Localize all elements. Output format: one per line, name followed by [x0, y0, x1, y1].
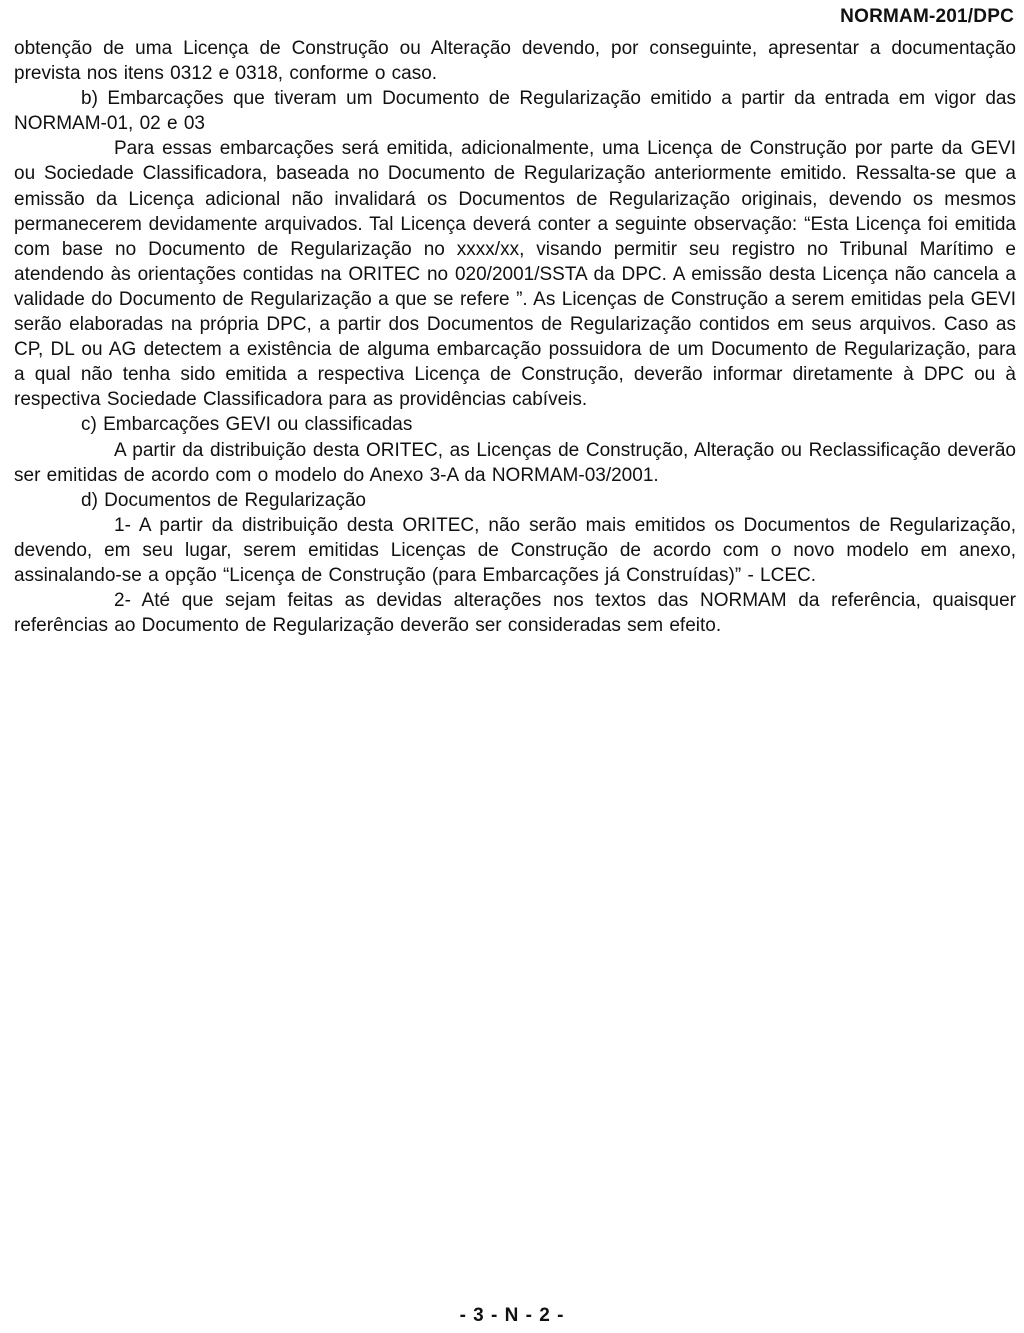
item-d1-paragraph: 1- A partir da distribuição desta ORITEC, não serão mais emitidos os Documentos de Regularização, devendo, em seu lugar, serem emitidas Licenças de Construção de acordo com o novo modelo em anexo, assinalando-se a opção “Licença de Construção (para Embarcações já Construídas)” - LCEC. — [14, 514, 1016, 586]
body-text — [14, 36, 1016, 638]
paragraph-continuation: obtenção de uma Licença de Construção ou Alteração devendo, por conseguinte, apresentar a documentação prevista nos itens 0312 e 0318, conforme o caso. — [14, 38, 1016, 85]
document-code-header: NORMAM-201/DPC — [840, 6, 1014, 27]
item-d-heading: d) Documentos de Regularização — [81, 489, 366, 511]
item-b-paragraph: Para essas embarcações será emitida, adicionalmente, uma Licença de Construção por parte da GEVI ou Sociedade Classificadora, baseada no Documento de Regularização anteriormente emitido. Ressalta-se que a emissão da Licença adicional não invalidará os Documentos de Regularização originais, devendo os mesmos permanecerem devidamente arquivados. Tal Licença deverá conter a seguinte observação: “Esta Licença foi emitida com base no Documento de Regularização no xxxx/xx, visando permitir seu registro no Tribunal Marítimo e atendendo às orientações contidas na ORITEC no 020/2001/SSTA da DPC. A emissão desta Licença não cancela a validade do Documento de Regularização a que se refere ”. As Licenças de Construção a serem emitidas pela GEVI serão elaboradas na própria DPC, a partir dos Documentos de Regularização contidos em seus arquivos. Caso as CP, DL ou AG detectem a existência de alguma embarcação possuidora de um Documento de Regularização, para a qual não tenha sido emitida a respectiva Licença de Construção, deverão informar diretamente à DPC ou à respectiva Sociedade Classificadora para as providências cabíveis. — [14, 138, 1016, 411]
item-c-heading: c) Embarcações GEVI ou classificadas — [81, 414, 413, 436]
item-c-paragraph: A partir da distribuição desta ORITEC, as Licenças de Construção, Alteração ou Reclassificação deverão ser emitidas de acordo com o modelo do Anexo 3-A da NORMAM-03/2001. — [14, 439, 1016, 486]
item-b-heading: b) Embarcações que tiveram um Documento de Regularização emitido a partir da entrada em vigor das NORMAM-01, 02 e 03 — [14, 88, 1016, 135]
item-d2-paragraph: 2- Até que sejam feitas as devidas alterações nos textos das NORMAM da referência, quaisquer referências ao Documento de Regularização deverão ser consideradas sem efeito. — [14, 590, 1016, 637]
page-number-footer: - 3 - N - 2 - — [459, 1305, 565, 1326]
